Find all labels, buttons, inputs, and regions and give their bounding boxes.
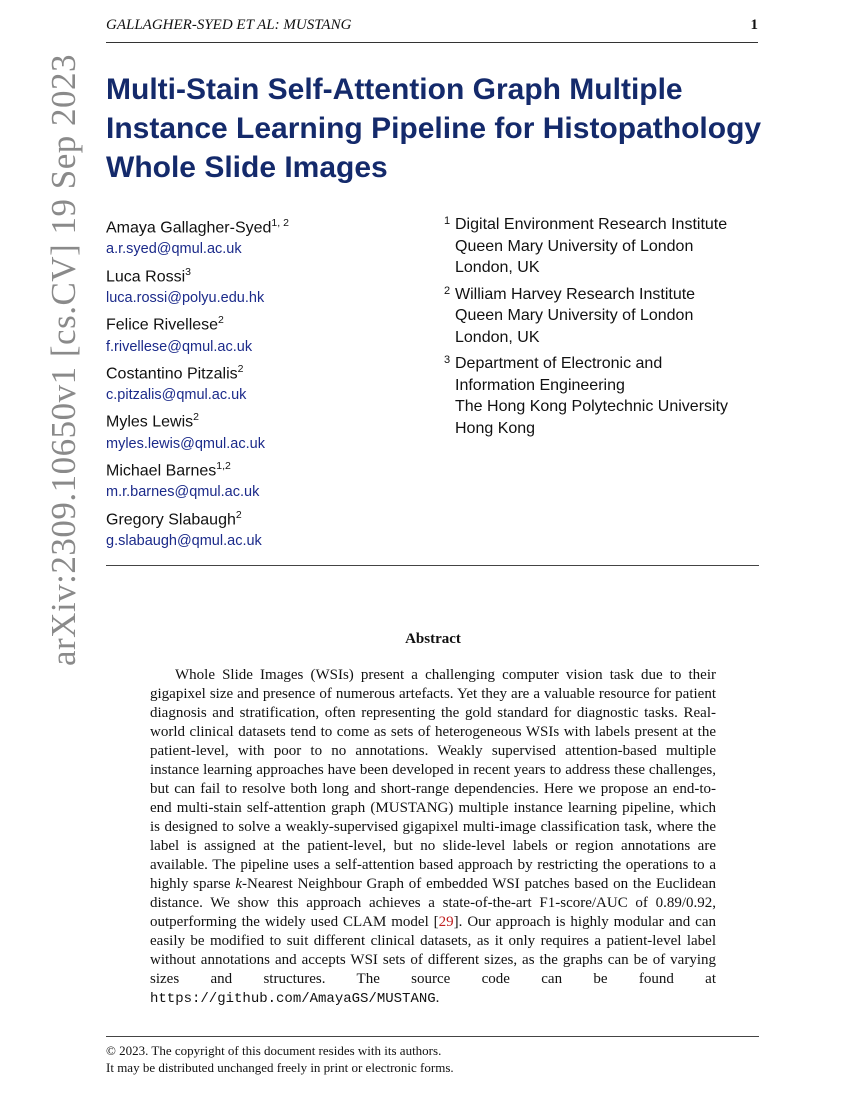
author-entry xyxy=(106,212,426,261)
affiliation-number: 2 xyxy=(444,284,451,297)
affiliation-line: London, UK xyxy=(455,259,540,276)
affiliation-number: 1 xyxy=(444,215,451,227)
source-code-url[interactable]: https://github.com/AmayaGS/MUSTANG xyxy=(150,991,436,1007)
author-email-link[interactable]: m.r.barnes@qmul.ac.uk xyxy=(106,484,260,501)
affiliation-line: Digital Environment Research Institute xyxy=(455,216,728,233)
paper-title: Multi-Stain Self-Attention Graph Multiple Instance Learning Pipeline for Histopathology Whole Slide Images xyxy=(106,73,762,184)
author-name: Amaya Gallagher-Syed$^{1, 2}$ xyxy=(106,217,289,237)
author-name: Gregory Slabaugh$^2$ xyxy=(106,508,242,528)
author-email-link[interactable]: luca.rossi@polyu.edu.hk xyxy=(106,289,265,306)
author-name: Felice Rivellese$^2$ xyxy=(106,314,224,334)
affiliation-line: Queen Mary University of London xyxy=(455,307,694,324)
author-name: Luca Rossi$^3$ xyxy=(106,265,191,285)
author-name: Myles Lewis$^2$ xyxy=(106,411,199,431)
abstract-heading: Abstract xyxy=(405,631,461,647)
citation-link[interactable]: 29 xyxy=(438,914,454,930)
author-email-link[interactable]: g.slabaugh@qmul.ac.uk xyxy=(106,532,262,549)
affiliation-line: Department of Electronic and xyxy=(455,355,663,372)
running-header xyxy=(106,14,758,43)
running-title: GALLAGHER-SYED ET AL: MUSTANG xyxy=(106,17,352,33)
page-number: 1 xyxy=(750,17,758,33)
author-entry xyxy=(106,406,426,455)
section-divider xyxy=(106,565,759,566)
author-entry xyxy=(106,358,426,407)
author-email-link[interactable]: c.pitzalis@qmul.ac.uk xyxy=(106,387,247,404)
affiliation-line: William Harvey Research Institute xyxy=(455,285,696,303)
affiliation-entry xyxy=(444,353,774,439)
affiliation-line: Queen Mary University of London xyxy=(455,237,694,255)
arxiv-stamp: arXiv:2309.10650v1 [cs.CV] 19 Sep 2023 xyxy=(44,53,83,667)
author-name: Michael Barnes$^{1,2}$ xyxy=(106,459,231,480)
author-entry xyxy=(106,504,426,553)
author-email-link[interactable]: f.rivellese@qmul.ac.uk xyxy=(106,338,253,355)
affiliation-entry xyxy=(444,214,774,279)
k-variable: k xyxy=(235,876,243,892)
affiliation-line: Hong Kong xyxy=(455,419,536,437)
author-entry xyxy=(106,455,426,504)
author-name: Costantino Pitzalis$^2$ xyxy=(106,362,244,383)
affiliation-number: 3 xyxy=(444,354,451,366)
author-email-link[interactable]: myles.lewis@qmul.ac.uk xyxy=(106,435,265,452)
affiliation-line: London, UK xyxy=(455,328,540,346)
author-list xyxy=(106,212,426,552)
author-entry xyxy=(106,261,426,310)
footer-divider xyxy=(106,1036,759,1037)
affiliation-list xyxy=(444,214,774,444)
copyright-footer xyxy=(106,1042,759,1076)
abstract-body: Whole Slide Images (WSIs) present a challenging computer vision task due to their gigapixel size and presence of numerous artefacts. Yet they are a valuable resource for patient diagnosis and stratification, often representing the gold standard for diagnostic tasks. Real-world clinical datasets tend to come as sets of heterogeneous WSIs with labels present at the patient-level, with poor to no annotations. Weakly supervised attention-based multiple instance learning approaches have been developed in recent years to address these challenges, but can fail to resolve both long and short-range dependencies. Here we propose an end-to-end multi-stain self-attention graph (MUSTANG) multiple instance learning pipeline, which is designed to solve a weakly-supervised gigapixel multi-image classification task, where the label is assigned at the patient-level, but no slide-level labels or region annotations are available. The pipeline uses a self-attention based approach by restricting the operations to a highly sparse k-Nearest Neighbour Graph of embedded WSI patches based on the Euclidean distance. We show this approach achieves a state-of-the-art F1-score/AUC of 0.89/0.92, outperforming the widely used CLAM model [29]. Our approach is highly modular and can easily be modified to suit different clinical datasets, as it only requires a patient-level label without annotations and accepts WSI sets of different sizes, as the graphs can be of varying sizes and structures. The source code can be found at https://github.com/AmayaGS/MUSTANG. xyxy=(150,667,716,1007)
copyright-line: © 2023. The copyright of this document resides with its authors. xyxy=(106,1043,442,1058)
author-email-link[interactable]: a.r.syed@qmul.ac.uk xyxy=(106,241,242,258)
affiliation-entry xyxy=(444,284,774,349)
distribution-line: It may be distributed unchanged freely in print or electronic forms. xyxy=(106,1060,454,1075)
affiliation-line: The Hong Kong Polytechnic University xyxy=(455,398,729,415)
affiliation-line: Information Engineering xyxy=(455,376,625,394)
author-entry xyxy=(106,309,426,358)
